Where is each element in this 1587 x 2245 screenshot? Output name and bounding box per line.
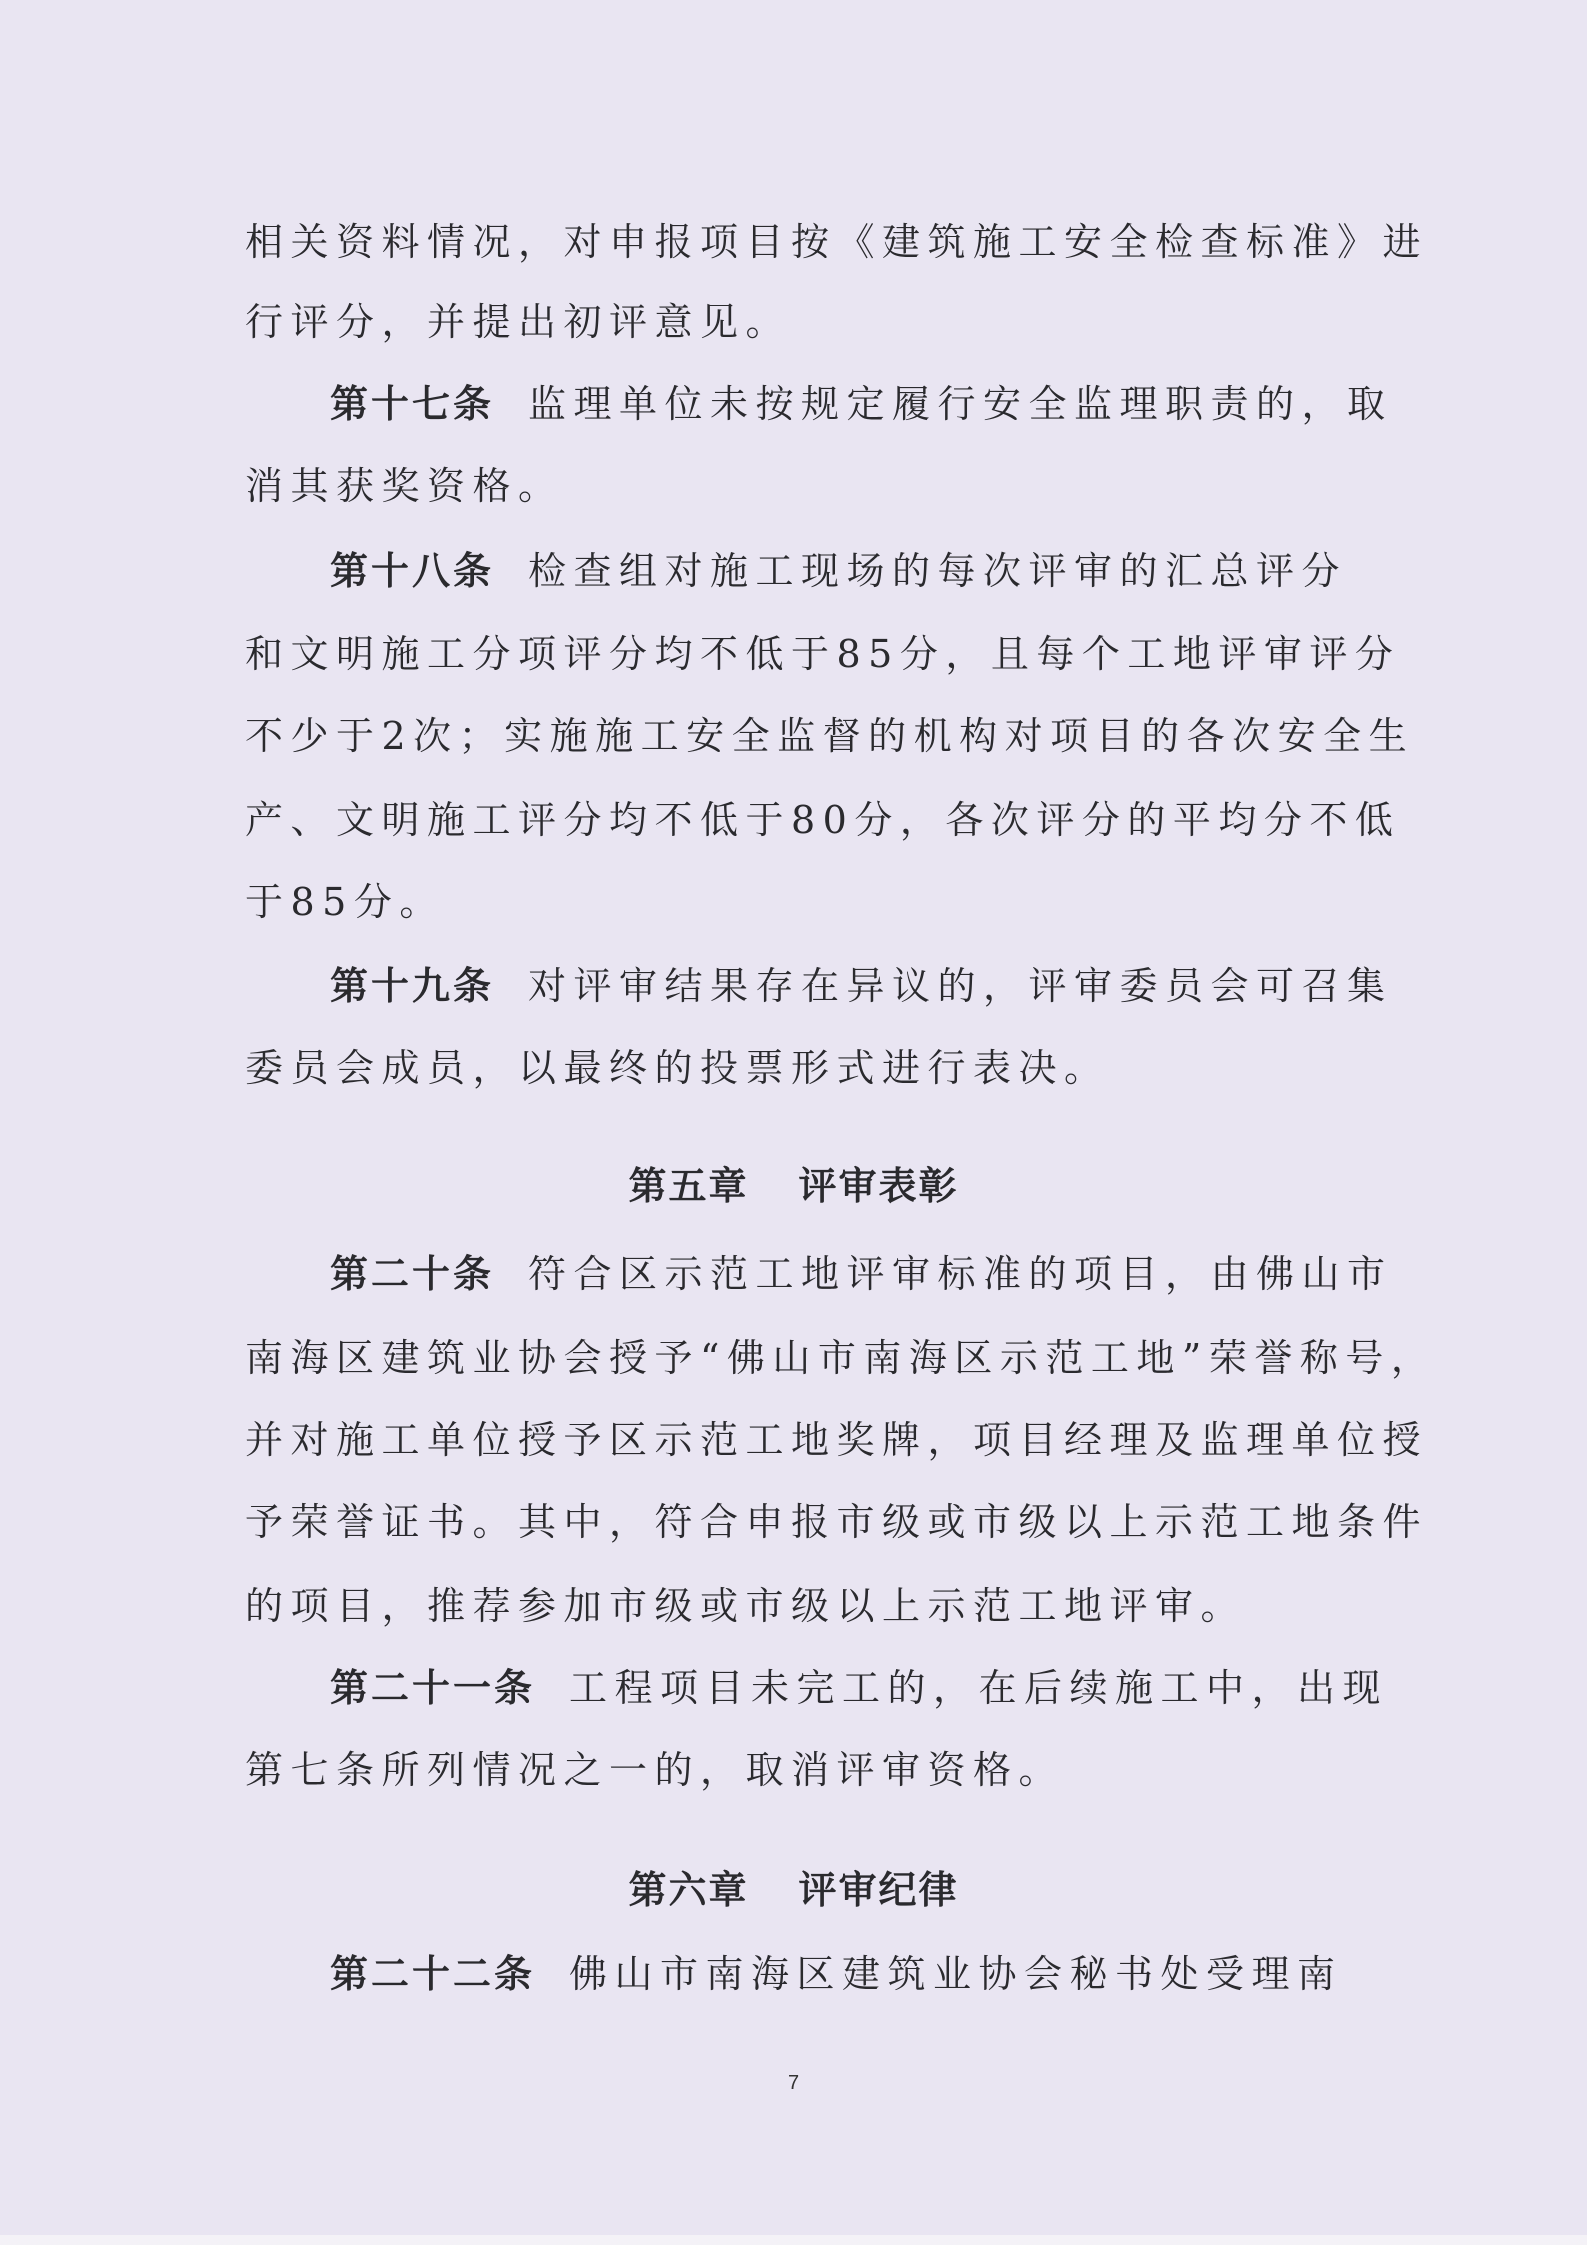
body-line: 并对施工单位授予区示范工地奖牌，项目经理及监理单位授 [245,1418,1429,1462]
body-line: 第七条所列情况之一的，取消评审资格。 [245,1748,1065,1792]
body-line: 消其获奖资格。 [245,464,564,508]
body-line: 不少于2次；实施施工安全监督的机构对项目的各次安全生 [245,714,1415,758]
article-21 [330,1664,1389,1712]
article-label: 第二十一条 [330,1666,536,1710]
body-line: 的项目，推荐参加市级或市级以上示范工地评审。 [245,1584,1247,1628]
body-line: 和文明施工分项评分均不低于85分，且每个工地评审评分 [245,632,1401,676]
article-19 [330,962,1393,1010]
article-text: 监理单位未按规定履行安全监理职责的，取 [528,382,1393,426]
body-line: 予荣誉证书。其中，符合申报市级或市级以上示范工地条件 [245,1500,1429,1544]
article-22 [330,1950,1355,1998]
page-number: 7 [787,2072,800,2094]
article-20 [330,1250,1393,1298]
article-text: 符合区示范工地评审标准的项目，由佛山市 [528,1252,1393,1296]
chapter-number: 第六章 [628,1868,749,1912]
article-text: 检查组对施工现场的每次评审的汇总评分 [528,549,1348,593]
chapter-number: 第五章 [628,1164,749,1208]
body-line: 南海区建筑业协会授予“佛山市南海区示范工地”荣誉称号， [245,1336,1437,1380]
article-label: 第十七条 [330,382,495,426]
article-text: 工程项目未完工的，在后续施工中，出现 [569,1666,1389,1710]
article-text: 对评审结果存在异议的，评审委员会可召集 [528,964,1393,1008]
body-line: 产、文明施工评分均不低于80分，各次评分的平均分不低 [245,798,1401,842]
chapter-heading-6 [0,1866,1587,1914]
chapter-title: 评审纪律 [798,1868,959,1912]
page-edge [0,2235,1587,2245]
article-label: 第二十二条 [330,1952,536,1996]
article-17 [330,380,1393,428]
body-line: 相关资料情况，对申报项目按《建筑施工安全检查标准》进 [245,220,1429,264]
body-line: 于85分。 [245,880,445,924]
chapter-heading-5 [0,1162,1587,1210]
article-label: 第十九条 [330,964,495,1008]
article-text: 佛山市南海区建筑业协会秘书处受理南 [569,1952,1343,1996]
body-line: 委员会成员，以最终的投票形式进行表决。 [245,1046,1110,1090]
article-label: 第十八条 [330,549,495,593]
article-18 [330,547,1355,595]
article-label: 第二十条 [330,1252,495,1296]
body-line: 行评分，并提出初评意见。 [245,300,792,344]
chapter-title: 评审表彰 [798,1164,959,1208]
